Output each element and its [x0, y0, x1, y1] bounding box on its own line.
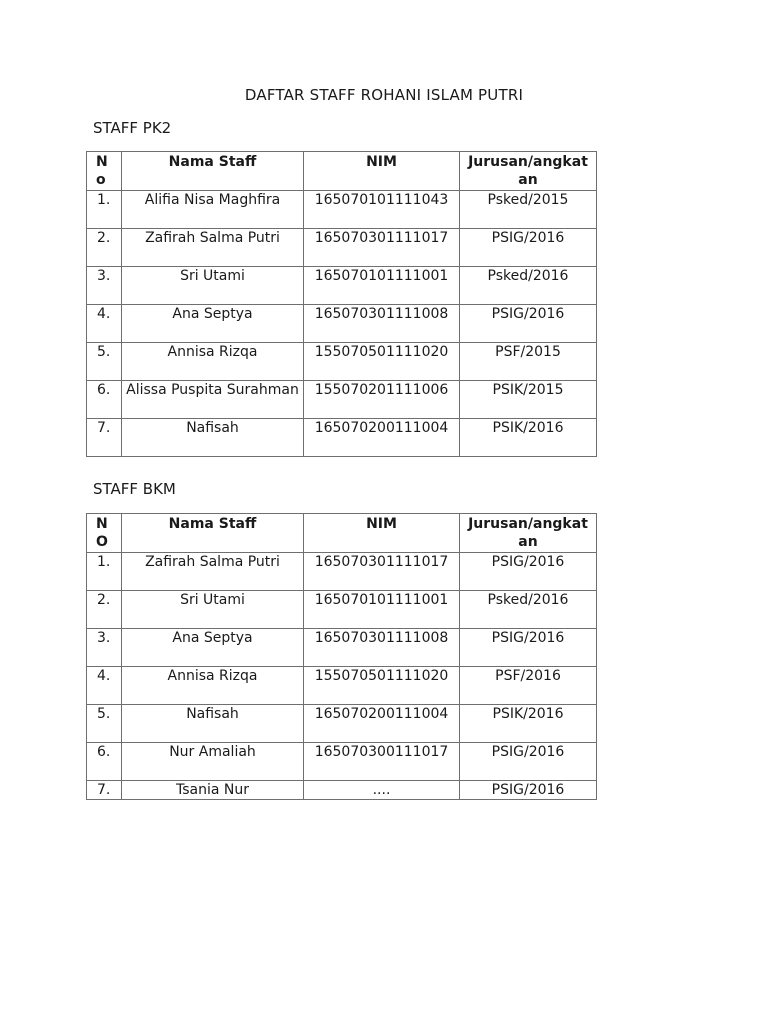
- header-jurusan: Jurusan/angkatan: [460, 152, 597, 191]
- cell-jurusan: PSF/2015: [460, 343, 597, 381]
- cell-jurusan: Psked/2016: [460, 591, 597, 629]
- cell-nim: 165070301111017: [304, 229, 460, 267]
- cell-nim: 165070301111008: [304, 629, 460, 667]
- document-title: DAFTAR STAFF ROHANI ISLAM PUTRI: [244, 86, 524, 104]
- header-no: No: [87, 152, 122, 191]
- cell-jurusan: PSIG/2016: [460, 781, 597, 800]
- cell-nim: 165070300111017: [304, 743, 460, 781]
- cell-jurusan: PSIG/2016: [460, 553, 597, 591]
- cell-no: 3.: [87, 267, 122, 305]
- cell-nim: 155070501111020: [304, 343, 460, 381]
- cell-name: Tsania Nur: [122, 781, 304, 800]
- cell-jurusan: PSIG/2016: [460, 743, 597, 781]
- table-header-row: [87, 152, 597, 191]
- cell-nim: 155070501111020: [304, 667, 460, 705]
- table-row: [87, 305, 597, 343]
- cell-no: 4.: [87, 305, 122, 343]
- cell-nim: 165070301111017: [304, 553, 460, 591]
- cell-nim: 165070101111043: [304, 191, 460, 229]
- cell-no: 4.: [87, 667, 122, 705]
- cell-jurusan: PSIK/2015: [460, 381, 597, 419]
- table-row: [87, 553, 597, 591]
- cell-no: 5.: [87, 705, 122, 743]
- cell-no: 2.: [87, 591, 122, 629]
- table-row: [87, 743, 597, 781]
- cell-name: Nur Amaliah: [122, 743, 304, 781]
- cell-jurusan: Psked/2015: [460, 191, 597, 229]
- cell-name: Zafirah Salma Putri: [122, 229, 304, 267]
- header-jurusan: Jurusan/angkatan: [460, 514, 597, 553]
- cell-name: Ana Septya: [122, 305, 304, 343]
- table-row: [87, 191, 597, 229]
- section-heading-pk2: STAFF PK2: [93, 119, 172, 137]
- cell-nim: 165070301111008: [304, 305, 460, 343]
- staff-pk2-table: [86, 151, 597, 457]
- cell-name: Annisa Rizqa: [122, 667, 304, 705]
- cell-name: Nafisah: [122, 419, 304, 457]
- cell-nim: 165070200111004: [304, 705, 460, 743]
- cell-name: Nafisah: [122, 705, 304, 743]
- cell-jurusan: PSF/2016: [460, 667, 597, 705]
- cell-nim: ....: [304, 781, 460, 800]
- cell-no: 7.: [87, 781, 122, 800]
- cell-no: 6.: [87, 381, 122, 419]
- table-row: [87, 667, 597, 705]
- header-name: Nama Staff: [122, 514, 304, 553]
- table-row: [87, 591, 597, 629]
- table-row: [87, 629, 597, 667]
- cell-no: 3.: [87, 629, 122, 667]
- cell-no: 2.: [87, 229, 122, 267]
- cell-name: Sri Utami: [122, 591, 304, 629]
- table-row: [87, 705, 597, 743]
- cell-name: Alissa Puspita Surahman: [122, 381, 304, 419]
- cell-jurusan: PSIK/2016: [460, 419, 597, 457]
- cell-nim: 165070200111004: [304, 419, 460, 457]
- table-row: [87, 267, 597, 305]
- cell-name: Sri Utami: [122, 267, 304, 305]
- table-row: [87, 229, 597, 267]
- header-no: NO: [87, 514, 122, 553]
- table-header-row: [87, 514, 597, 553]
- cell-jurusan: PSIG/2016: [460, 629, 597, 667]
- staff-bkm-table: [86, 513, 597, 800]
- table-row: [87, 419, 597, 457]
- table-row: [87, 381, 597, 419]
- cell-nim: 165070101111001: [304, 267, 460, 305]
- cell-jurusan: PSIG/2016: [460, 229, 597, 267]
- cell-nim: 155070201111006: [304, 381, 460, 419]
- cell-no: 6.: [87, 743, 122, 781]
- cell-no: 5.: [87, 343, 122, 381]
- cell-name: Alifia Nisa Maghfira: [122, 191, 304, 229]
- cell-no: 1.: [87, 191, 122, 229]
- cell-jurusan: PSIG/2016: [460, 305, 597, 343]
- cell-nim: 165070101111001: [304, 591, 460, 629]
- table-row: [87, 343, 597, 381]
- table-row: [87, 781, 597, 800]
- cell-jurusan: Psked/2016: [460, 267, 597, 305]
- header-name: Nama Staff: [122, 152, 304, 191]
- header-nim: NIM: [304, 152, 460, 191]
- header-nim: NIM: [304, 514, 460, 553]
- cell-no: 1.: [87, 553, 122, 591]
- cell-name: Annisa Rizqa: [122, 343, 304, 381]
- cell-name: Ana Septya: [122, 629, 304, 667]
- cell-no: 7.: [87, 419, 122, 457]
- cell-name: Zafirah Salma Putri: [122, 553, 304, 591]
- section-heading-bkm: STAFF BKM: [93, 480, 176, 498]
- cell-jurusan: PSIK/2016: [460, 705, 597, 743]
